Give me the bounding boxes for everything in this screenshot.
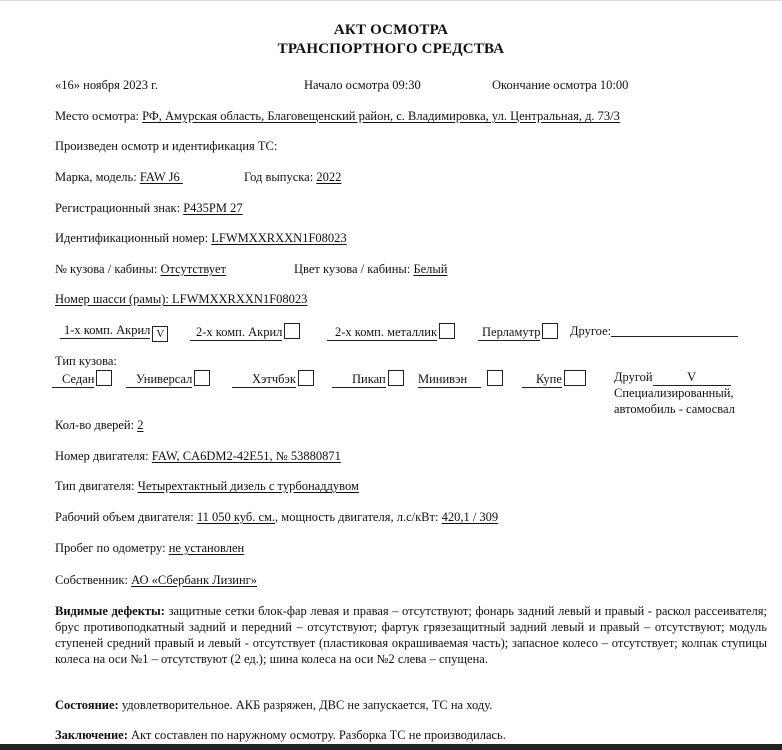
body-type-minivan-label: Минивэн [418,372,481,388]
paint-option-2-label: 2-х комп. Акрил [190,325,282,341]
engine-type-line [55,479,359,494]
body-type-label: Тип кузова: [55,354,117,368]
odometer-label: Пробег по одометру: [55,541,169,555]
condition-text: удовлетворительное. АКБ разряжен, ДВС не запускается, ТС на ходу. [118,698,493,712]
condition-label: Состояние: [55,698,119,712]
body-type-sedan-checkbox[interactable] [96,370,112,386]
paint-option-1-label: 1-х комп. Акрил [60,323,150,339]
body-number-line [55,262,226,277]
body-number-label: № кузова / кабины: [55,262,161,276]
body-type-hatchback-label: Хэтчбэк [232,372,296,388]
body-type-coupe-checkbox[interactable] [564,370,586,386]
doc-title-line1: АКТ ОСМОТРА [333,22,449,38]
engine-type-value: Четырехтактный дизель с турбонаддувом [137,479,359,493]
owner-line [55,573,257,588]
odometer-value: не установлен [168,541,245,555]
body-type-universal-label: Универсал [126,372,192,388]
plate-line [55,201,243,216]
plate-value: Р435РМ 27 [183,201,243,215]
chassis-line: Номер шасси (рамы): LFWMXXRXXN1F08023 [55,292,308,306]
inspection-start: Начало осмотра 09:30 [304,78,421,92]
inspection-note: Произведен осмотр и идентификация ТС: [55,139,278,153]
color-label: Цвет кузова / кабины: [294,262,414,276]
make-value: FAW J6 [139,170,183,184]
paint-option-other [570,323,738,339]
body-type-pickup [332,370,404,388]
vin-value: LFWMXXRXXN1F08023 [211,231,347,245]
body-type-hatchback [232,370,314,388]
plate-label: Регистрационный знак: [55,201,184,215]
inspection-end: Окончание осмотра 10:00 [492,78,629,92]
vin-label: Идентификационный номер: [55,231,212,245]
power-value: 420,1 / 309 [441,510,499,524]
body-type-other-label: Другой [614,370,653,384]
owner-label: Собственник: [55,573,132,587]
paint-option-3-label: 2-х комп. металлик [327,325,437,341]
conclusion-text: Акт составлен по наружному осмотру. Разборка ТС не производилась. [127,728,506,742]
engine-type-label: Тип двигателя: [55,479,138,493]
body-type-other-desc-1: Специализированный, [614,386,734,400]
paint-option-2-checkbox[interactable] [284,323,300,339]
paint-option-4 [478,323,558,341]
body-type-hatchback-checkbox[interactable] [298,370,314,386]
page-edge [0,0,782,1]
body-type-pickup-checkbox[interactable] [388,370,404,386]
body-type-pickup-label: Пикап [332,372,386,388]
paint-option-2 [190,323,300,341]
body-type-other-desc-2: автомобиль - самосвал [614,402,735,416]
body-type-universal [126,370,210,388]
paint-option-3-checkbox[interactable] [439,323,455,339]
body-type-other [614,370,731,386]
make-label: Марка, модель: [55,170,140,184]
displacement-label: Рабочий объем двигателя: [55,510,197,524]
viewer-bottom-bar [0,744,782,750]
engine-number-value: FAW, CA6DM2-42E51, № 53880871 [151,449,341,463]
place-line [55,109,620,124]
inspection-date: «16» ноября 2023 г. [55,78,159,92]
body-type-sedan [52,370,112,388]
body-type-other-mark: V [653,370,731,386]
body-type-universal-checkbox[interactable] [194,370,210,386]
vin-line [55,231,347,246]
defects-label: Видимые дефекты: [55,604,165,618]
displacement-value: 11 050 куб. см. [196,510,276,524]
paint-option-1-checkbox[interactable]: V [152,326,168,342]
doc-title-line2: ТРАНСПОРТНОГО СРЕДСТВА [277,41,505,57]
defects-paragraph [55,603,767,667]
doors-value: 2 [137,418,144,432]
owner-value: АО «Сбербанк Лизинг» [131,573,258,587]
displacement-line [55,510,498,525]
body-type-coupe [522,370,586,388]
make-line [55,170,183,185]
paint-option-4-checkbox[interactable] [542,323,558,339]
conclusion-label: Заключение: [55,728,128,742]
condition-paragraph [55,697,767,713]
power-label: , мощность двигателя, л.с/кВт: [275,510,442,524]
year-value: 2022 [316,170,342,184]
odometer-line [55,541,244,556]
paint-option-other-label: Другое: [570,324,612,338]
color-value: Белый [413,262,448,276]
engine-number-label: Номер двигателя: [55,449,152,463]
body-number-value: Отсутствует [160,262,226,276]
place-value: РФ, Амурская область, Благовещенский район, с. Владимировка, ул. Центральная, д. 73/3 [142,109,620,123]
color-line [294,262,448,277]
body-type-sedan-label: Седан [52,372,94,388]
paint-option-3 [327,323,455,341]
paint-option-4-label: Перламутр [478,325,540,341]
place-label: Место осмотра: [55,109,143,123]
year-line [244,170,341,185]
body-type-minivan-checkbox[interactable] [487,370,503,386]
doors-label: Кол-во дверей: [55,418,138,432]
body-type-coupe-label: Купе [522,372,562,388]
engine-number-line [55,449,341,464]
paint-option-1 [60,323,168,342]
defects-text: защитные сетки блок-фар левая и правая – отсутствуют; фонарь задний левый и правый - раскол рассеивателя; брус противоподкатный задний и передний – отсутствуют; фартук грязезащитный задний левый и правый – отсутствуют; модуль ступеней средний правый и левый - отсутствует (пластиковая окрашиваемая часть); запасное колесо – отсутствует; колпак ступицы колеса на оси №1 – отсутствуют (2 ед.); шина колеса на оси №2 слева – спущена. [55,604,767,666]
paint-option-other-field[interactable] [611,323,738,337]
doors-line [55,418,143,433]
body-type-minivan [418,370,503,388]
year-label: Год выпуска: [244,170,317,184]
conclusion-paragraph [55,727,767,743]
